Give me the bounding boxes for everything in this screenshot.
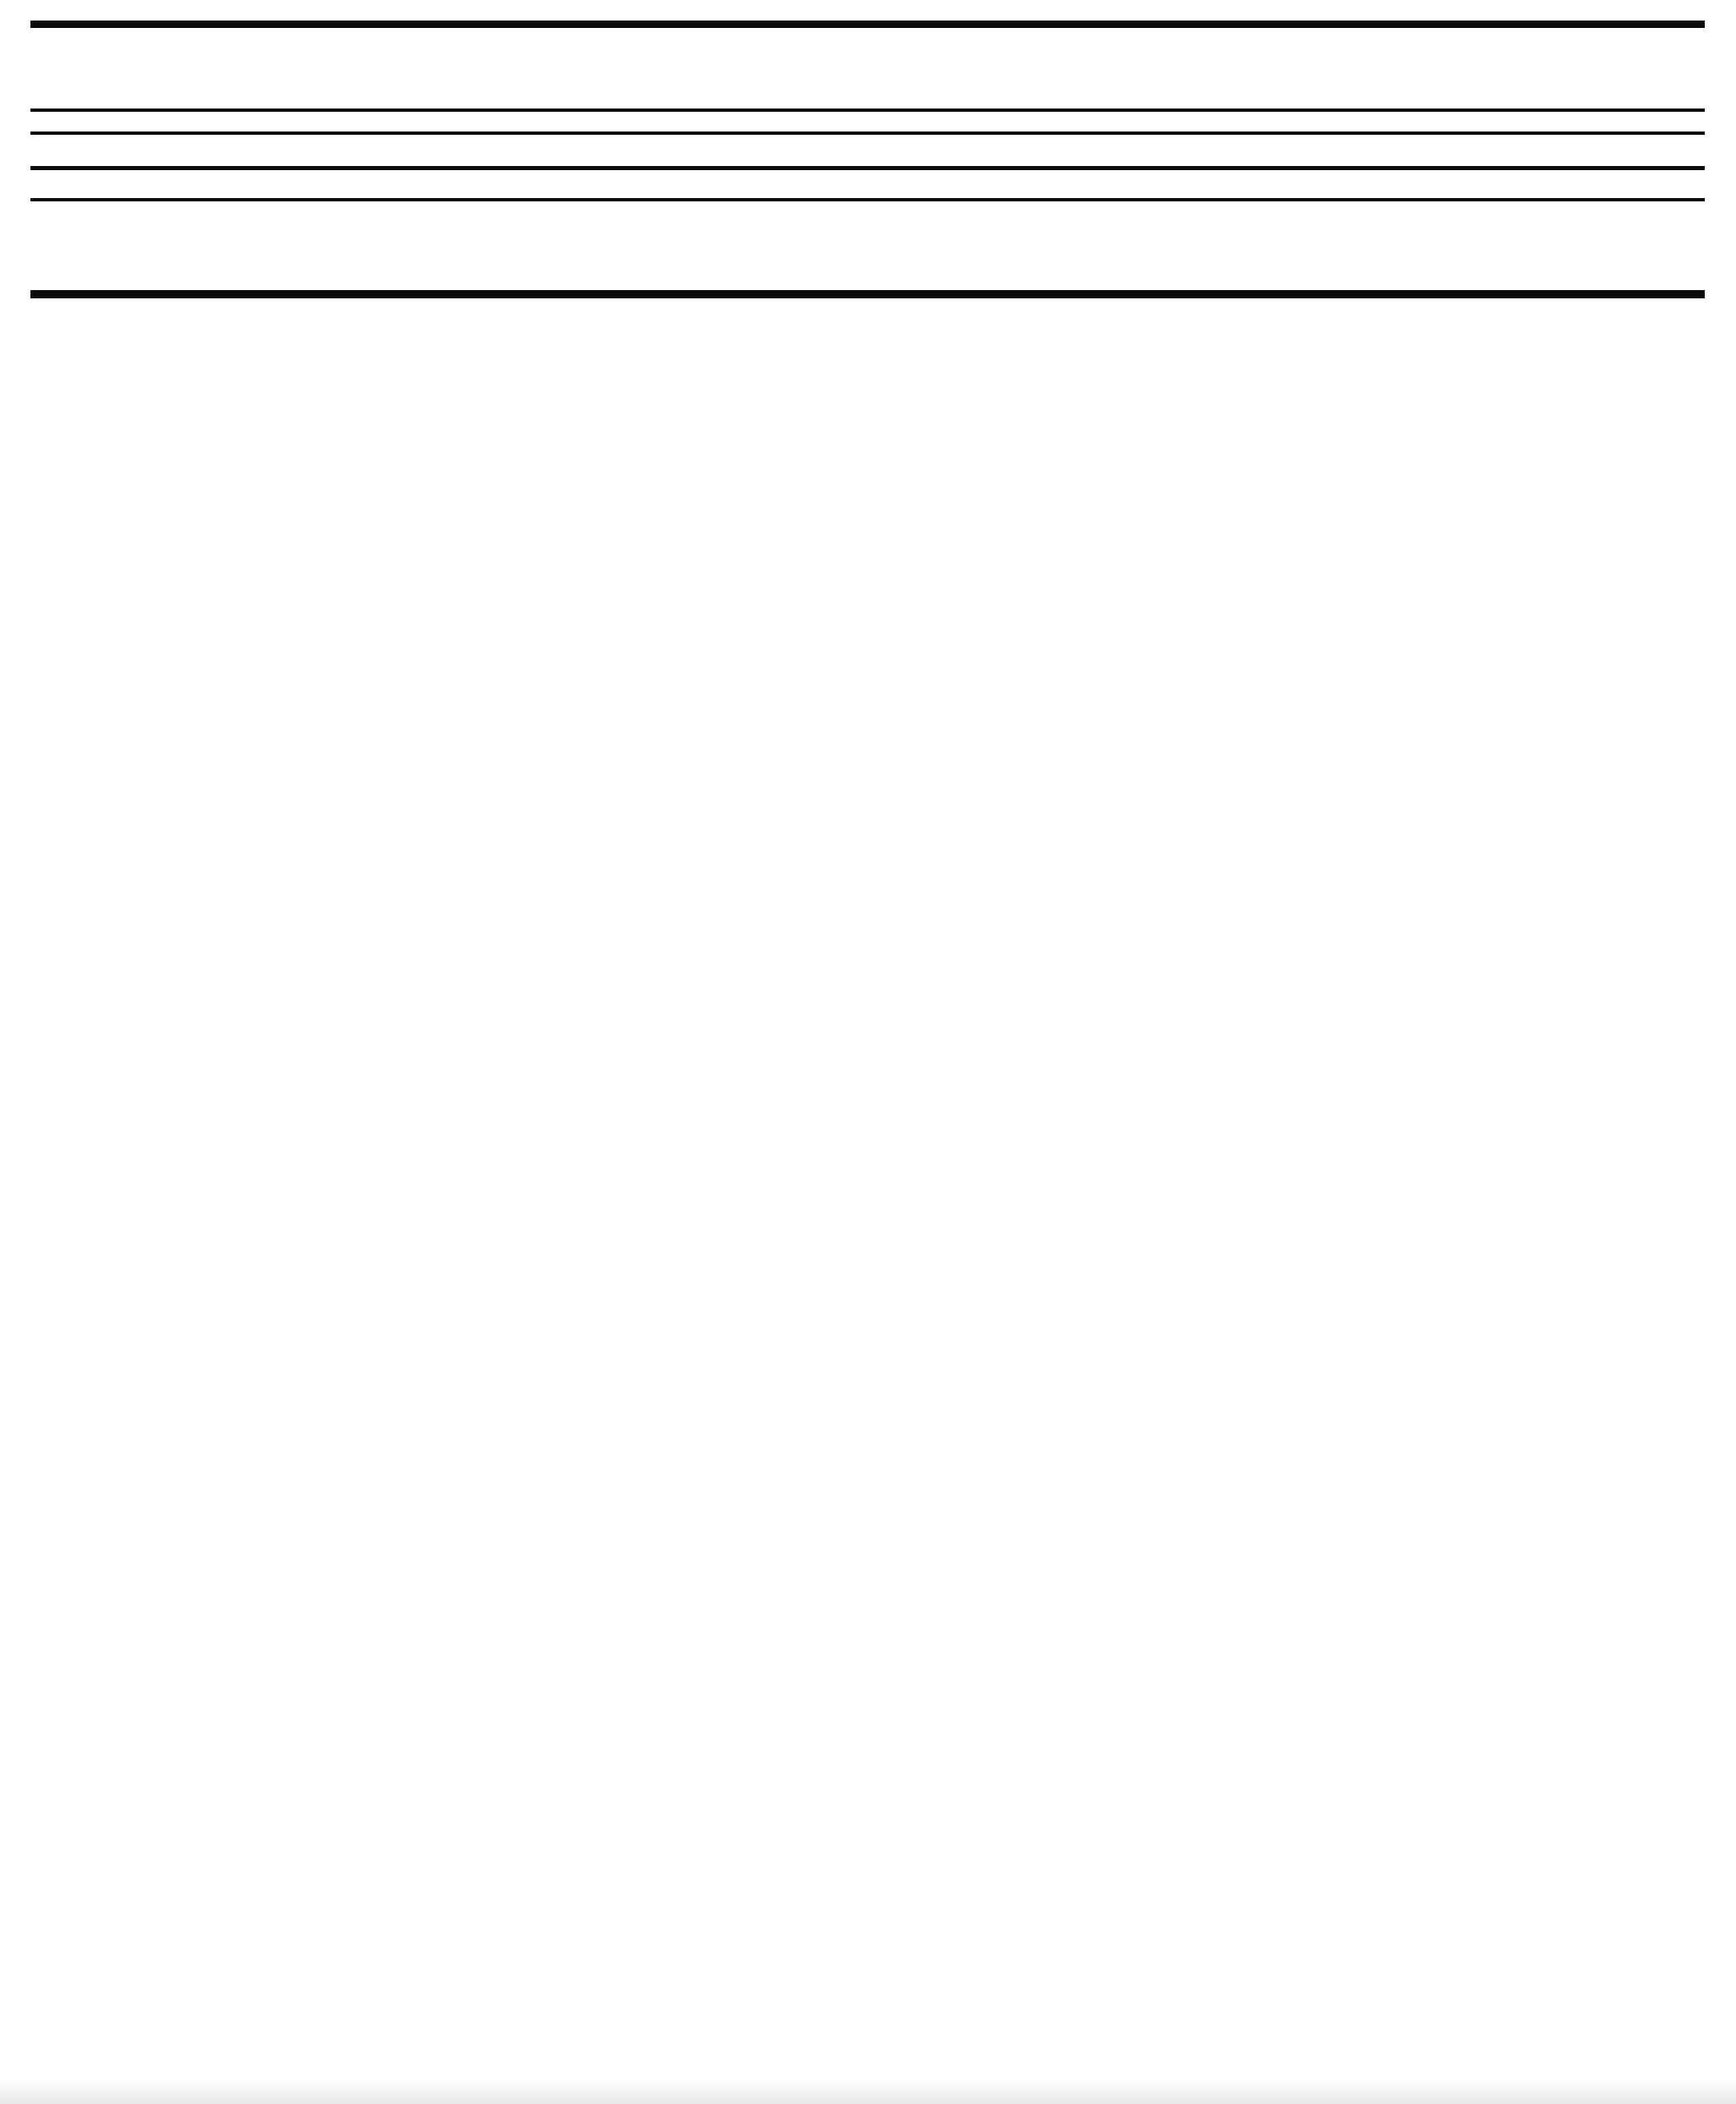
page-bottom-edge <box>0 2081 1736 2104</box>
generation-stagnation <box>934 247 1705 288</box>
generation-digital <box>30 247 859 288</box>
footnote <box>30 135 1705 166</box>
header <box>30 39 1705 108</box>
header-divider <box>30 108 1705 112</box>
footnote-divider-bottom <box>30 166 1705 170</box>
top-rule <box>30 21 1705 28</box>
generations-section <box>30 247 1705 288</box>
section-divider <box>30 198 1705 201</box>
bottom-rule <box>30 290 1705 298</box>
